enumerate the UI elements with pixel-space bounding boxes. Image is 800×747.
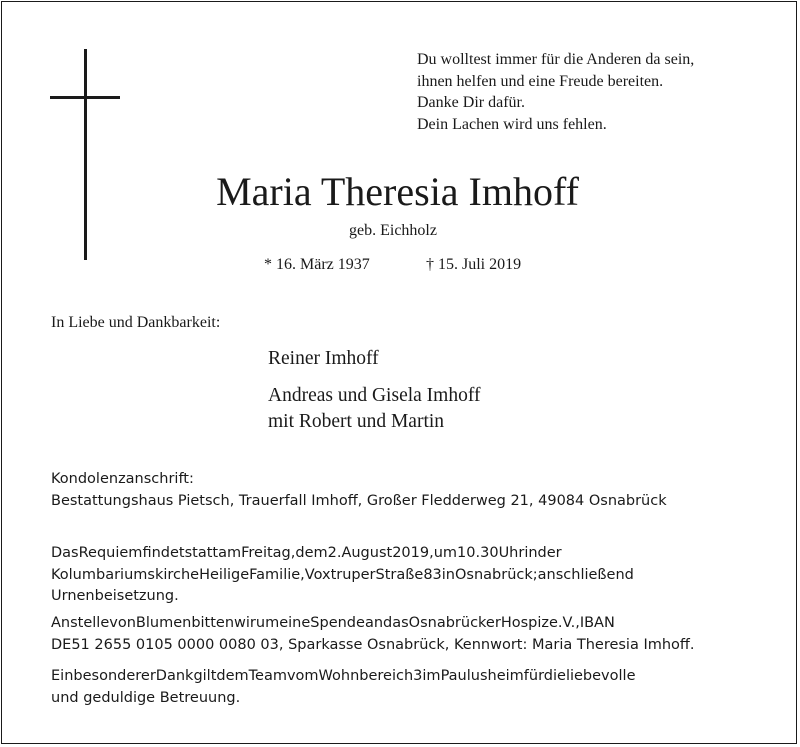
birth-date: * 16. März 1937 [264, 256, 370, 273]
mourner-name: Andreas und Gisela Imhoff [268, 385, 481, 406]
deceased-name-row [0, 168, 800, 216]
condolence-address: Bestattungshaus Pietsch, Trauerfall Imhoff, Großer Fledderweg 21, 49084 Osnabrück [51, 493, 667, 509]
donation-paragraph [51, 613, 749, 656]
mourner-name: mit Robert und Martin [268, 411, 445, 432]
poem-line: Danke Dir dafür. [417, 94, 525, 111]
paragraph-line: und geduldige Betreuung. [51, 689, 241, 706]
poem [417, 49, 694, 135]
death-date: † 15. Juli 2019 [426, 256, 522, 273]
cross-icon [84, 49, 87, 260]
paragraph-line: DasRequiemfindetstattamFreitag,dem2.August2019,um10.30Uhrinder [51, 545, 562, 561]
mourners-intro: In Liebe und Dankbarkeit: [51, 314, 221, 331]
condolence-label: Kondolenzanschrift: [51, 471, 194, 487]
paragraph-line: DE51 2655 0105 0000 0080 03, Sparkasse Osnabrück, Kennwort: Maria Theresia Imhoff. [51, 636, 695, 653]
poem-line: Dein Lachen wird uns fehlen. [417, 115, 607, 133]
deceased-name: Maria Theresia Imhoff [216, 169, 579, 214]
paragraph-line: EinbesondererDankgiltdemTeamvomWohnbereich3imPaulusheimfürdieliebevolle [51, 668, 636, 684]
condolence-address-block [51, 468, 741, 512]
poem-line: ihnen helfen und eine Freude bereiten. [417, 72, 664, 90]
cross-icon-bar [50, 96, 120, 99]
paragraph-line: AnstellevonBlumenbittenwirumeineSpendeandasOsnabrückerHospize.V.,IBAN [51, 615, 615, 631]
paragraph-line: KolumbariumskircheHeiligeFamilie,VoxtruperStraße83inOsnabrück;anschließend [51, 566, 634, 583]
poem-line: Du wolltest immer für die Anderen da sein, [417, 51, 695, 68]
thanks-paragraph [51, 666, 749, 709]
mourner-name: Reiner Imhoff [268, 348, 379, 369]
requiem-paragraph [51, 543, 749, 608]
paragraph-line: Urnenbeisetzung. [51, 588, 179, 605]
maiden-name: geb. Eichholz [349, 222, 437, 239]
